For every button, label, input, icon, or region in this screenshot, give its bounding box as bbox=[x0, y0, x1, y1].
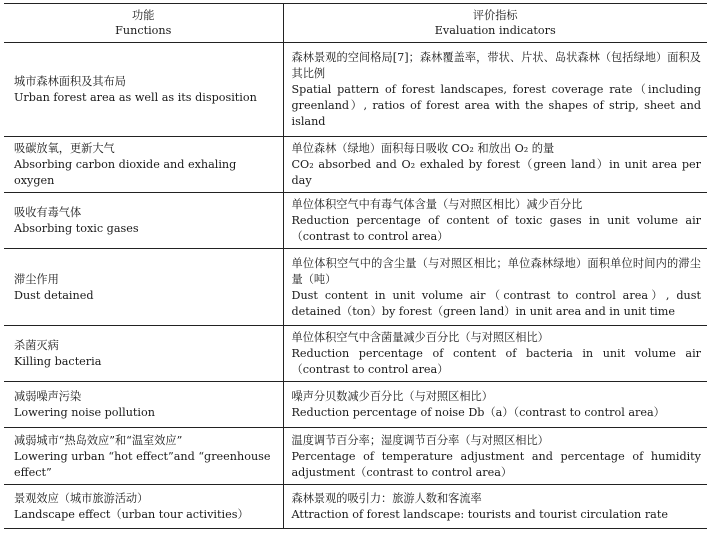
indicator-zh: 噪声分贝数减少百分比（与对照区相比） bbox=[291, 390, 493, 403]
indicator-en: Attraction of forest landscape: tourists and tourist circulation rate bbox=[291, 508, 668, 521]
table-row bbox=[4, 428, 707, 485]
function-cell bbox=[4, 382, 283, 428]
function-en: Killing bacteria bbox=[14, 355, 102, 368]
indicator-en: Dust content in unit volume air（contrast to control area）, dust detained（ton）by forest（green land）in unit area and in unit time bbox=[291, 288, 701, 318]
table-row bbox=[4, 382, 707, 428]
table-row bbox=[4, 485, 707, 529]
function-en: Dust detained bbox=[14, 288, 94, 302]
indicator-en: Reduction percentage of noise Db（a）（contrast to control area） bbox=[291, 406, 665, 419]
indicator-en: CO₂ absorbed and O₂ exhaled by forest（green land）in unit area per day bbox=[291, 158, 701, 187]
function-cell bbox=[4, 428, 283, 485]
function-en: Absorbing carbon dioxide and exhaling oxygen bbox=[14, 158, 237, 187]
table-row bbox=[4, 193, 707, 249]
function-zh: 吸碳放氧，更新大气 bbox=[14, 142, 115, 155]
function-en: Lowering noise pollution bbox=[14, 406, 155, 419]
functions-column-header bbox=[4, 4, 283, 43]
evaluation-table bbox=[4, 3, 707, 529]
function-cell bbox=[4, 326, 283, 382]
indicators-column-header bbox=[283, 4, 707, 43]
indicator-zh: 温度调节百分率；湿度调节百分率（与对照区相比） bbox=[291, 433, 549, 447]
indicator-cell bbox=[283, 249, 707, 326]
function-zh: 减弱城市“热岛效应”和“温室效应” bbox=[14, 433, 183, 447]
function-en: Landscape effect（urban tour activities） bbox=[14, 508, 249, 521]
indicator-cell bbox=[283, 326, 707, 382]
table-row bbox=[4, 249, 707, 326]
indicator-zh: 单位体积空气中的含尘量（与对照区相比；单位森林绿地）面积单位时间内的滞尘量（吨） bbox=[291, 256, 701, 286]
function-zh: 景观效应（城市旅游活动） bbox=[14, 492, 149, 505]
indicator-zh: 单位体积空气中含菌量减少百分比（与对照区相比） bbox=[291, 331, 549, 344]
indicator-cell bbox=[283, 43, 707, 137]
function-zh: 吸收有毒气体 bbox=[14, 206, 82, 219]
indicator-cell bbox=[283, 382, 707, 428]
function-cell bbox=[4, 137, 283, 193]
indicator-zh: 单位体积空气中有毒气体含量（与对照区相比）减少百分比 bbox=[291, 198, 583, 211]
function-zh: 减弱噪声污染 bbox=[14, 390, 82, 403]
function-cell bbox=[4, 43, 283, 137]
table-row bbox=[4, 137, 707, 193]
table-body bbox=[4, 43, 707, 529]
indicators-header-en: Evaluation indicators bbox=[434, 24, 556, 37]
function-zh: 滞尘作用 bbox=[14, 272, 59, 286]
indicator-en: Reduction percentage of content of toxic gases in unit volume air（contrast to control area） bbox=[291, 214, 701, 243]
indicator-en: Reduction percentage of content of bacteria in unit volume air（contrast to control area） bbox=[291, 347, 701, 376]
indicator-zh: 森林景观的吸引力：旅游人数和客流率 bbox=[291, 492, 482, 505]
function-cell bbox=[4, 193, 283, 249]
header-row bbox=[4, 4, 707, 43]
function-zh: 城市森林面积及其布局 bbox=[14, 75, 126, 88]
function-cell bbox=[4, 485, 283, 529]
table-row bbox=[4, 43, 707, 137]
function-en: Lowering urban “hot effect”and “greenhouse effect” bbox=[14, 449, 271, 479]
indicator-cell bbox=[283, 193, 707, 249]
functions-header-zh: 功能 bbox=[132, 9, 155, 22]
indicator-zh: 单位森林（绿地）面积每日吸收 CO₂ 和放出 O₂ 的量 bbox=[291, 142, 555, 155]
function-zh: 杀菌灭病 bbox=[14, 339, 59, 352]
indicator-cell bbox=[283, 137, 707, 193]
functions-header-en: Functions bbox=[115, 24, 172, 37]
function-cell bbox=[4, 249, 283, 326]
indicators-header-zh: 评价指标 bbox=[472, 9, 518, 22]
indicator-zh: 森林景观的空间格局[7]；森林覆盖率，带状、片状、岛状森林（包括绿地）面积及其比例 bbox=[291, 51, 701, 80]
indicator-cell bbox=[283, 428, 707, 485]
function-en: Urban forest area as well as its disposition bbox=[14, 91, 257, 104]
indicator-cell bbox=[283, 485, 707, 529]
function-en: Absorbing toxic gases bbox=[14, 222, 139, 235]
indicator-en: Spatial pattern of forest landscapes, forest coverage rate（including greenland）, ratios of forest area with the shapes of strip, sheet and island bbox=[291, 83, 701, 128]
table-row bbox=[4, 326, 707, 382]
table-header bbox=[4, 4, 707, 43]
indicator-en: Percentage of temperature adjustment and percentage of humidity adjustment（contrast to control area） bbox=[291, 449, 701, 479]
